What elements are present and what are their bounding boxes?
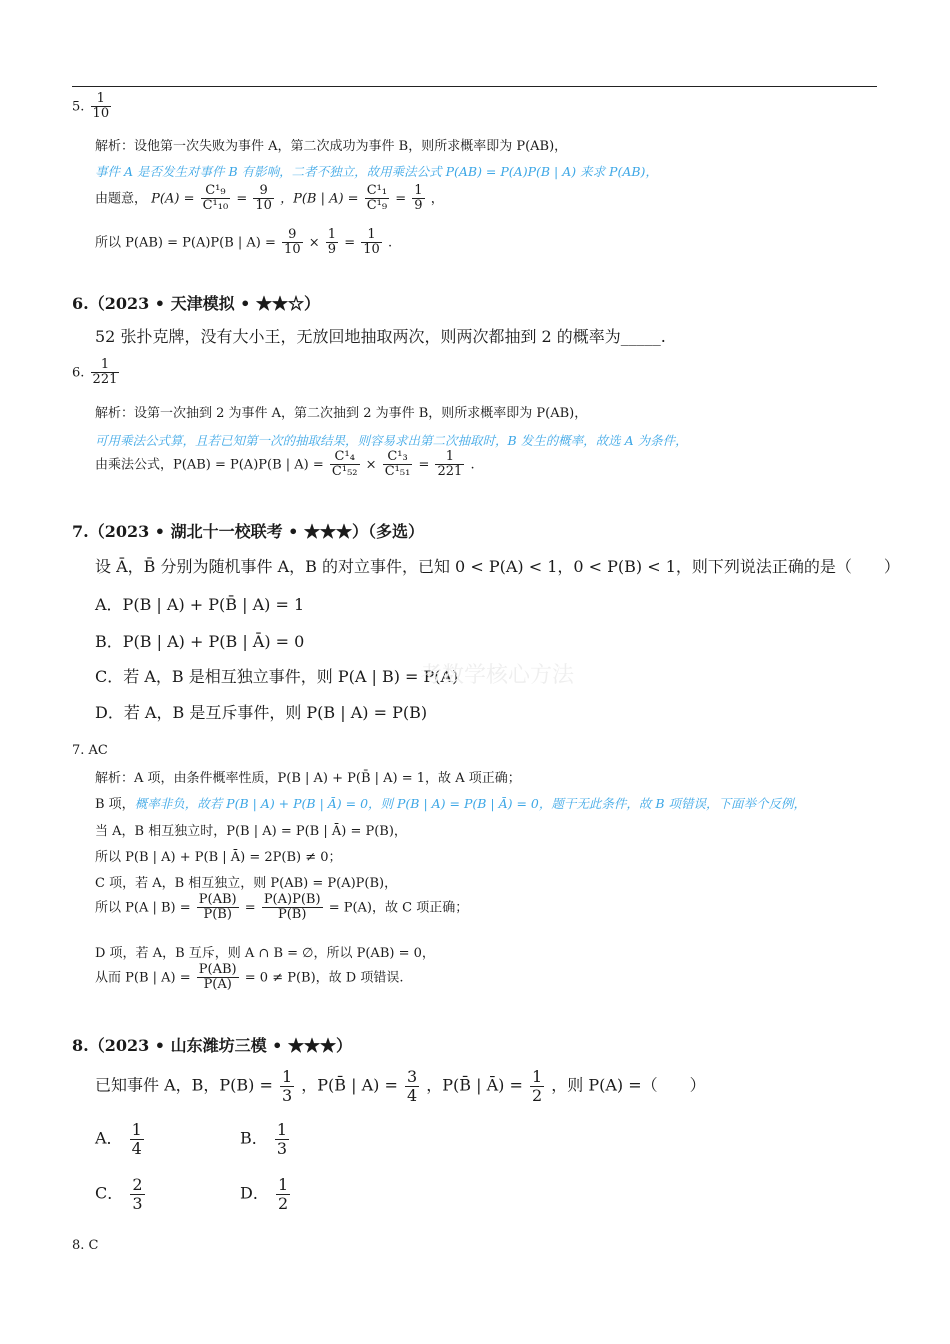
fraction [530, 1068, 544, 1104]
text: P(A) = [151, 191, 195, 207]
denominator: 221 [437, 464, 463, 480]
fraction [276, 1176, 290, 1212]
watermark: 考数学核心方法 [420, 663, 575, 688]
text: 所以 P(AB) = P(A)P(B | A) = [95, 235, 276, 251]
numerator: 1 [361, 228, 382, 243]
numerator: C¹₉ [201, 184, 231, 199]
q7-title: 7.（2023 • 湖北十一校联考 • ★★★）（多选） [72, 522, 424, 541]
q7-solution-line8 [95, 963, 403, 993]
text: = [244, 900, 256, 916]
denominator: P(A) [203, 977, 232, 993]
q8-option-c [95, 1176, 147, 1212]
text: ，P(B̄ | A) = [301, 1075, 398, 1095]
text: B 项， [95, 797, 135, 812]
numerator: C¹₄ [330, 450, 360, 465]
q6-analysis-line3 [95, 450, 475, 480]
denominator: C¹₅₂ [331, 464, 358, 480]
numerator: 1 [282, 1067, 293, 1086]
fraction [197, 893, 239, 923]
fraction [383, 450, 413, 480]
denominator: 3 [282, 1085, 293, 1105]
text: × [308, 235, 320, 251]
q7-option-b: B．P(B | A) + P(B | Ā) = 0 [95, 632, 305, 651]
numerator: 9 [282, 228, 303, 243]
text: 所以 P(A | B) = [95, 900, 191, 916]
fraction [365, 184, 389, 214]
fraction [201, 184, 231, 214]
q5-analysis-line3 [95, 184, 444, 214]
denominator: C¹₁₀ [202, 198, 229, 214]
fraction [275, 1121, 289, 1157]
q6-title: 6.（2023 • 天津模拟 • ★★☆） [72, 294, 320, 313]
denominator: 4 [131, 1138, 142, 1158]
text: 概率非负，故若 P(B | A) + P(B | Ā) = 0，则 P(B | A) = P(B | Ā) = 0，题干无此条件，故 B 项错误，下面举个反例， [134, 796, 806, 811]
denominator: 221 [92, 372, 118, 388]
fraction [91, 358, 120, 388]
text: ，P(B̄ | Ā) = [426, 1075, 523, 1095]
denominator: 2 [277, 1193, 289, 1213]
text: 由题意， [95, 191, 148, 207]
numerator: 1 [435, 450, 464, 465]
denominator: 9 [327, 242, 337, 258]
numerator: 3 [407, 1067, 418, 1086]
q8-option-b [240, 1121, 291, 1157]
fraction [280, 1068, 294, 1104]
denominator: P(B) [203, 907, 232, 923]
q8-answer: 8. C [72, 1238, 99, 1253]
q8-option-d [240, 1176, 292, 1212]
text: ，P(B | A) = [280, 191, 359, 207]
denominator: C¹₅₁ [384, 464, 411, 480]
fraction [412, 184, 424, 214]
fraction [91, 92, 112, 122]
text: ，则 P(A) =（ ） [551, 1075, 706, 1095]
answer-label: 6. [72, 365, 85, 381]
q6-stem: 52 张扑克牌，没有大小王，无放回地抽取两次，则两次都抽到 2 的概率为_____. [95, 327, 666, 346]
numerator: 1 [277, 1175, 289, 1194]
top-rule [72, 86, 877, 87]
numerator: P(AB) [198, 892, 237, 907]
q7-stem: 设 Ā，B̄ 分别为随机事件 A，B 的对立事件，已知 0 < P(A) < 1，0 < P(B) < 1，则下列说法正确的是（ ） [95, 557, 900, 576]
numerator: 1 [91, 92, 112, 107]
numerator: 9 [253, 184, 274, 199]
denominator: P(B) [277, 907, 307, 923]
text: ， [430, 191, 444, 207]
fraction [130, 1121, 144, 1157]
q7-solution-line5: C 项，若 A，B 相互独立，则 P(AB) = P(A)P(B)， [95, 876, 398, 891]
fraction [130, 1176, 144, 1212]
fraction [197, 963, 239, 993]
fraction [326, 228, 338, 258]
q7-option-d: D．若 A，B 是互斥事件，则 P(B | A) = P(B) [95, 703, 428, 722]
denominator: 3 [132, 1193, 143, 1213]
text: 从而 P(B | A) = [95, 970, 191, 986]
option-label: A． [95, 1128, 123, 1148]
q7-option-a: A．P(B | A) + P(B̄ | A) = 1 [95, 595, 305, 614]
text: = [236, 191, 248, 207]
text: 由乘法公式，P(AB) = P(A)P(B | A) = [95, 457, 324, 473]
denominator: C¹₉ [366, 198, 388, 214]
numerator: 1 [131, 1120, 142, 1139]
denominator: 3 [276, 1138, 288, 1158]
numerator: C¹₁ [366, 183, 388, 198]
q7-solution-line1: 解析：A 项，由条件概率性质，P(B | A) + P(B̄ | A) = 1，故 A 项正确； [95, 771, 521, 786]
numerator: P(AB) [198, 962, 237, 977]
text: . [387, 235, 393, 251]
q6-analysis-line2: 可用乘法公式算，且若已知第一次的抽取结果，则容易求出第二次抽取时，B 发生的概率，故选 A 为条件， [95, 433, 688, 448]
denominator: 2 [532, 1085, 543, 1105]
text: × [365, 457, 377, 473]
q5-analysis-line1: 解析：设他第一次失败为事件 A，第二次成功为事件 B，则所求概率即为 P(AB)， [95, 139, 568, 154]
q7-solution-line2 [95, 793, 806, 812]
numerator: 2 [132, 1175, 143, 1194]
q6-answer [72, 358, 121, 388]
q7-solution-line7: D 项，若 A，B 互斥，则 A ∩ B = ∅，所以 P(AB) = 0， [95, 946, 435, 961]
denominator: 4 [407, 1085, 418, 1105]
option-label: B． [240, 1128, 268, 1148]
q5-analysis-line2: 事件 A 是否发生对事件 B 有影响，二者不独立，故用乘法公式 P(AB) = P(A)P(B | A) 来求 P(AB)， [95, 164, 658, 179]
numerator: 1 [532, 1067, 543, 1086]
q7-answer: 7. AC [72, 743, 108, 758]
q5-answer [72, 92, 113, 122]
option-label: C． [95, 1183, 124, 1203]
denominator: 10 [363, 242, 380, 258]
fraction [282, 228, 303, 258]
text: = P(A)，故 C 项正确； [328, 900, 469, 916]
fraction [361, 228, 382, 258]
numerator: 1 [327, 227, 337, 242]
fraction [435, 450, 464, 480]
numerator: C¹₃ [383, 450, 413, 465]
q7-solution-line3: 当 A，B 相互独立时，P(B | A) = P(B | Ā) = P(B)， [95, 824, 407, 839]
q7-solution-line4: 所以 P(B | A) + P(B | Ā) = 2P(B) ≠ 0； [95, 850, 342, 865]
q7-solution-line6 [95, 893, 468, 923]
denominator: 10 [255, 198, 272, 214]
text: . [470, 457, 475, 473]
q8-stem [95, 1068, 706, 1104]
denominator: 10 [92, 106, 110, 122]
numerator: P(A)P(B) [263, 892, 321, 907]
denominator: 10 [284, 242, 301, 258]
q6-analysis-line1: 解析：设第一次抽到 2 为事件 A，第二次抽到 2 为事件 B，则所求概率即为 P(AB)， [95, 406, 588, 421]
denominator: 9 [414, 198, 423, 214]
fraction [405, 1068, 419, 1104]
numerator: 1 [276, 1120, 288, 1139]
text: = 0 ≠ P(B)，故 D 项错误. [244, 970, 404, 986]
fraction [262, 893, 323, 923]
text: = [418, 457, 430, 473]
q8-title: 8.（2023 • 山东潍坊三模 • ★★★） [72, 1036, 352, 1055]
fraction [253, 184, 274, 214]
text: = [395, 191, 407, 207]
text: = [344, 235, 356, 251]
fraction [330, 450, 360, 480]
answer-label: 5. [72, 99, 85, 115]
q8-option-a [95, 1121, 146, 1157]
text: 已知事件 A，B，P(B) = [95, 1075, 273, 1095]
numerator: 1 [91, 358, 120, 373]
option-label: D． [240, 1183, 269, 1203]
q5-analysis-line4 [95, 228, 392, 258]
q7-option-c: C．若 A，B 是相互独立事件，则 P(A | B) = P(A) [95, 667, 459, 686]
numerator: 1 [414, 183, 423, 198]
